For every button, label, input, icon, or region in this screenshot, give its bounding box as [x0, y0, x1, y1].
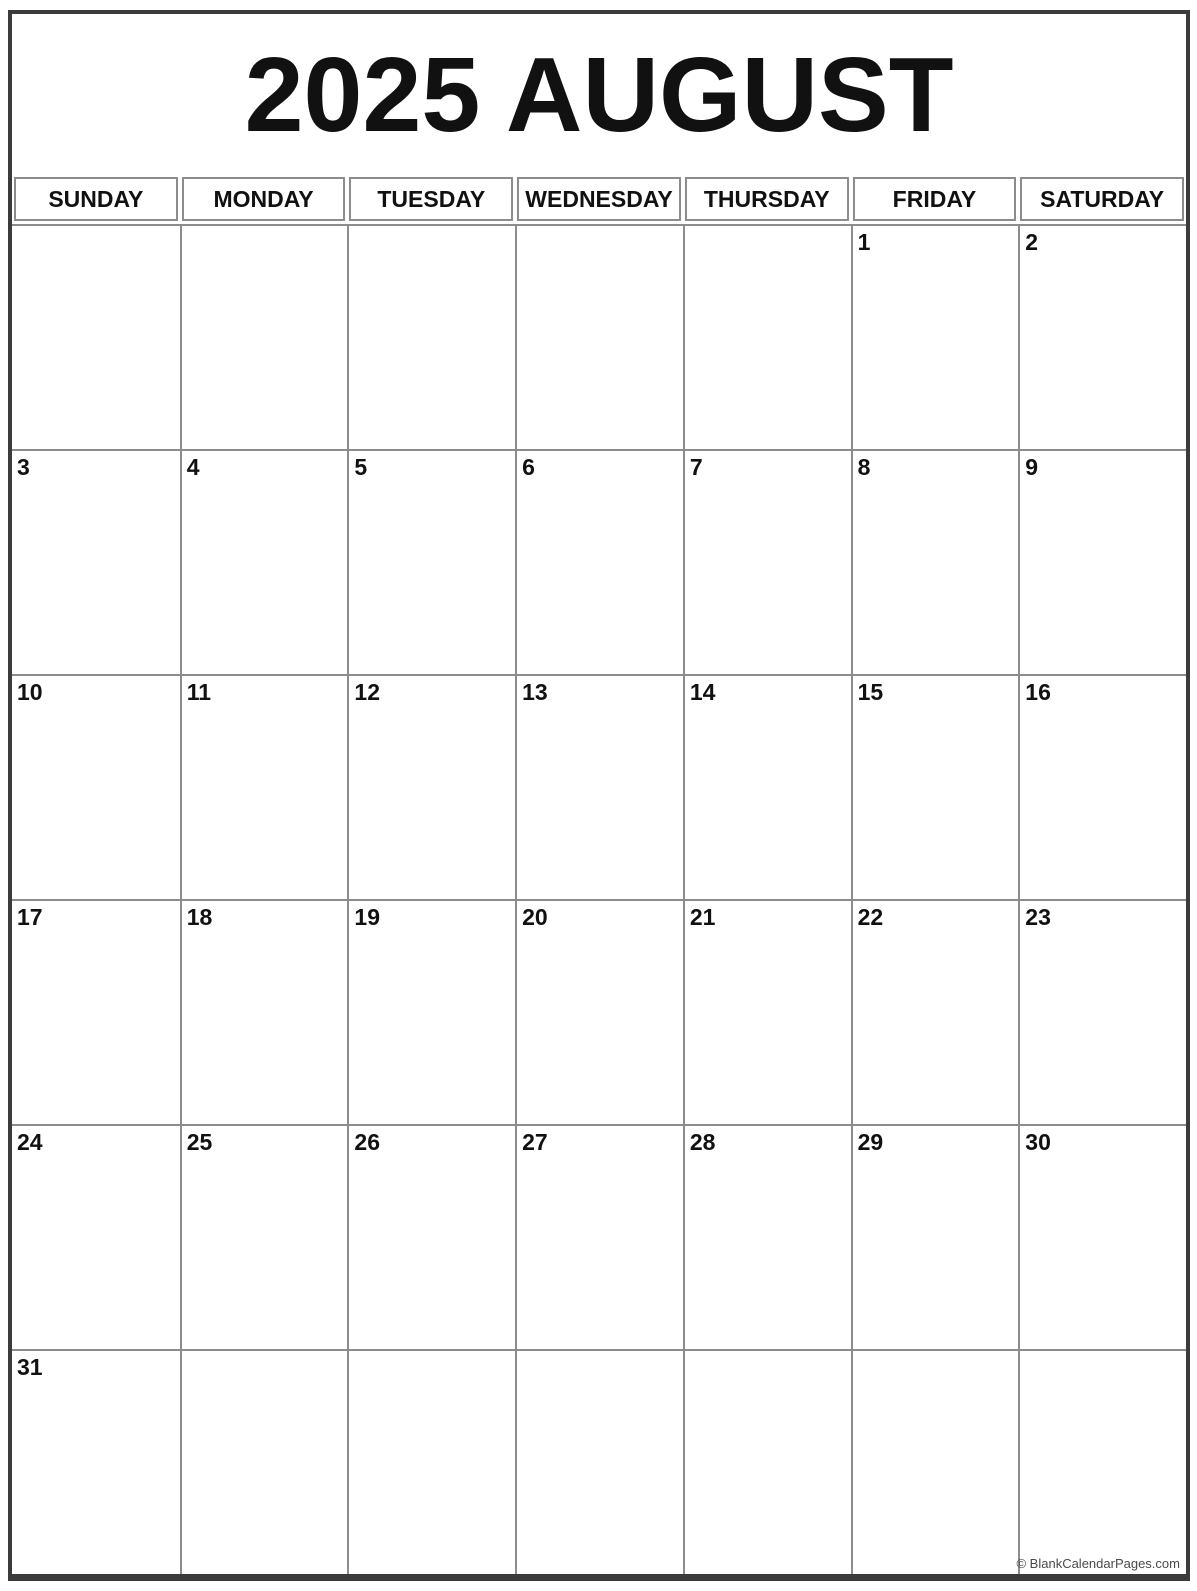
- weekday-header-wednesday: WEDNESDAY: [517, 177, 681, 221]
- watermark-text: © BlankCalendarPages.com: [1016, 1556, 1180, 1571]
- day-number: [853, 1361, 858, 1364]
- day-cell: [683, 449, 851, 674]
- day-cell: [180, 1124, 348, 1349]
- day-cell: [1018, 674, 1186, 899]
- day-cell: [515, 899, 683, 1124]
- day-cell: [347, 899, 515, 1124]
- day-cell: [851, 899, 1019, 1124]
- day-cell: [515, 449, 683, 674]
- day-cell: [851, 1349, 1019, 1574]
- calendar-page: [8, 10, 1190, 1581]
- day-number: 14: [689, 679, 716, 705]
- day-cell: [12, 224, 180, 449]
- day-number: [12, 236, 17, 239]
- day-number: [349, 1361, 354, 1364]
- day-cell: [180, 224, 348, 449]
- day-number: [685, 236, 690, 239]
- day-cell: [683, 899, 851, 1124]
- day-number: 3: [17, 454, 30, 480]
- day-number: [1020, 1361, 1025, 1364]
- day-number: 22: [857, 904, 884, 930]
- day-cell: [1018, 899, 1186, 1124]
- day-number: 23: [1025, 904, 1051, 930]
- day-number: [182, 236, 187, 239]
- day-cell: [683, 224, 851, 449]
- day-number: 18: [186, 904, 213, 930]
- day-cell: [347, 449, 515, 674]
- day-cell: [1018, 224, 1186, 449]
- day-number: 8: [857, 454, 871, 480]
- weekday-header-friday: FRIDAY: [853, 177, 1017, 221]
- day-number: 19: [354, 904, 381, 930]
- day-cell: [515, 1124, 683, 1349]
- day-number: 16: [1025, 679, 1051, 705]
- day-number: 30: [1025, 1129, 1051, 1155]
- day-number: 2: [1025, 229, 1039, 255]
- day-number: 9: [1025, 454, 1039, 480]
- day-cell: [515, 1349, 683, 1574]
- day-number: 10: [17, 679, 43, 705]
- day-cell: [1018, 1349, 1186, 1574]
- day-cell: [12, 899, 180, 1124]
- day-number: 12: [354, 679, 381, 705]
- calendar-grid: [12, 224, 1186, 1574]
- day-number: 24: [17, 1129, 43, 1155]
- day-cell: [12, 674, 180, 899]
- day-cell: [515, 224, 683, 449]
- weekday-header-sunday: SUNDAY: [14, 177, 178, 221]
- day-cell: [347, 1124, 515, 1349]
- weekday-header-monday: MONDAY: [182, 177, 346, 221]
- day-cell: [683, 674, 851, 899]
- day-number: 25: [186, 1129, 213, 1155]
- day-cell: [180, 1349, 348, 1574]
- day-number: 13: [522, 679, 548, 705]
- weekday-header-saturday: SATURDAY: [1020, 177, 1184, 221]
- day-cell: [683, 1349, 851, 1574]
- day-number: 1: [857, 229, 871, 255]
- day-number: [182, 1361, 187, 1364]
- day-number: 5: [354, 454, 368, 480]
- day-cell: [12, 1349, 180, 1574]
- day-number: 7: [689, 454, 703, 480]
- day-number: 6: [522, 454, 535, 480]
- day-number: [685, 1361, 690, 1364]
- day-number: 20: [522, 904, 548, 930]
- day-cell: [180, 899, 348, 1124]
- day-cell: [180, 674, 348, 899]
- day-cell: [347, 224, 515, 449]
- day-number: [517, 1361, 522, 1364]
- day-number: [349, 236, 354, 239]
- day-number: 15: [857, 679, 884, 705]
- day-cell: [12, 1124, 180, 1349]
- day-cell: [347, 1349, 515, 1574]
- day-number: 26: [354, 1129, 381, 1155]
- day-number: [517, 236, 522, 239]
- day-cell: [851, 674, 1019, 899]
- day-cell: [180, 449, 348, 674]
- page-title: 2025 AUGUST: [244, 36, 954, 154]
- day-cell: [1018, 449, 1186, 674]
- day-number: 21: [689, 904, 716, 930]
- day-cell: [515, 674, 683, 899]
- day-cell: [851, 449, 1019, 674]
- weekday-header-tuesday: TUESDAY: [349, 177, 513, 221]
- day-cell: [1018, 1124, 1186, 1349]
- day-number: 29: [857, 1129, 884, 1155]
- day-number: 11: [186, 679, 212, 705]
- day-number: 27: [522, 1129, 548, 1155]
- day-cell: [851, 1124, 1019, 1349]
- day-number: 17: [17, 904, 43, 930]
- day-cell: [347, 674, 515, 899]
- day-number: 4: [186, 454, 200, 480]
- day-number: 31: [17, 1354, 43, 1380]
- weekday-header-thursday: THURSDAY: [685, 177, 849, 221]
- day-cell: [683, 1124, 851, 1349]
- day-cell: [851, 224, 1019, 449]
- day-cell: [12, 449, 180, 674]
- day-number: 28: [689, 1129, 716, 1155]
- weekday-header-row: [12, 177, 1186, 221]
